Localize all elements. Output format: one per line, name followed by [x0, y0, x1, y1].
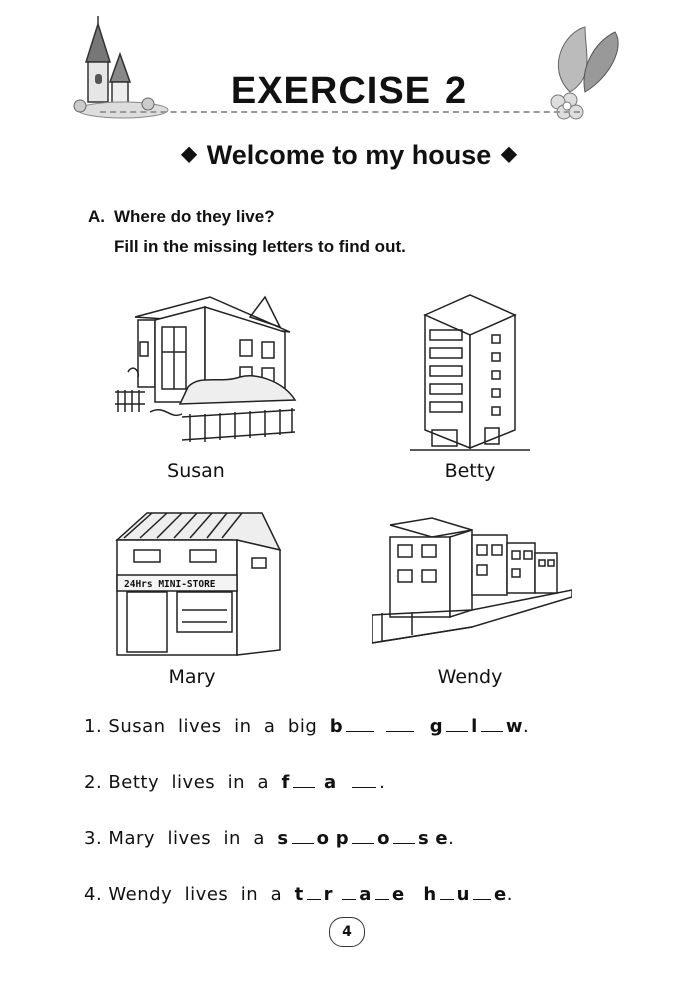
shophouse-picture	[112, 510, 287, 660]
question-period: .	[379, 772, 386, 793]
title-divider	[100, 111, 580, 113]
letter-blank[interactable]	[346, 730, 374, 732]
instruction-line-1: Where do they live?	[114, 207, 275, 226]
given-letter: g	[429, 716, 444, 737]
letter-blank[interactable]	[342, 898, 356, 900]
question-text: Wendy lives in a	[108, 884, 283, 905]
question-3	[84, 828, 454, 849]
question-number: 4.	[84, 884, 103, 905]
letter-blank[interactable]	[440, 898, 454, 900]
question-text: Betty lives in a	[108, 772, 269, 793]
letter-blank[interactable]	[386, 730, 414, 732]
letter-blank[interactable]	[292, 842, 314, 844]
terrace-house-picture	[372, 515, 572, 655]
given-letter: p	[335, 828, 350, 849]
given-letter: t	[294, 884, 304, 905]
flat-picture	[410, 290, 530, 455]
given-letter: h	[423, 884, 437, 905]
given-letter: f	[281, 772, 290, 793]
page-subtitle	[0, 140, 698, 171]
subtitle-text: Welcome to my house	[206, 140, 492, 170]
letter-blank[interactable]	[352, 786, 376, 788]
letter-blank[interactable]	[375, 898, 389, 900]
given-letter: w	[505, 716, 523, 737]
given-letter: o	[316, 828, 330, 849]
letter-blank[interactable]	[393, 842, 415, 844]
bungalow-picture	[110, 292, 305, 452]
question-number: 3.	[84, 828, 103, 849]
given-letter: o	[377, 828, 390, 849]
given-letter: e	[494, 884, 507, 905]
given-letter: s	[277, 828, 289, 849]
question-1	[84, 716, 529, 737]
exercise-number: 2	[445, 70, 468, 112]
label-susan: Susan	[167, 460, 225, 482]
letter-blank[interactable]	[473, 898, 491, 900]
exercise-title	[0, 70, 698, 113]
question-number: 2.	[84, 772, 103, 793]
question-2	[84, 772, 385, 793]
given-letter: r	[323, 884, 334, 905]
letter-blank[interactable]	[446, 730, 468, 732]
question-period: .	[506, 884, 513, 905]
store-sign-text: 24Hrs MINI-STORE	[124, 579, 216, 590]
letter-blank[interactable]	[481, 730, 503, 732]
question-text: Susan lives in a big	[108, 716, 318, 737]
letter-blank[interactable]	[352, 842, 374, 844]
given-letter: e	[391, 884, 405, 905]
section-instructions	[88, 202, 406, 262]
exercise-word: EXERCISE	[230, 70, 432, 112]
diamond-icon: ◆	[501, 143, 517, 166]
question-4	[84, 884, 513, 905]
page-number: 4	[329, 917, 365, 947]
question-number: 1.	[84, 716, 103, 737]
given-letter: l	[471, 716, 478, 737]
question-text: Mary lives in a	[108, 828, 265, 849]
letter-blank[interactable]	[293, 786, 315, 788]
given-letter: s	[417, 828, 430, 849]
label-betty: Betty	[444, 460, 496, 482]
given-letter: u	[456, 884, 470, 905]
label-wendy: Wendy	[437, 666, 503, 688]
given-letter: a	[324, 772, 337, 793]
given-letter: e	[435, 828, 449, 849]
section-label: A.	[88, 207, 105, 226]
given-letter: a	[359, 884, 372, 905]
question-period: .	[522, 716, 530, 737]
label-mary: Mary	[168, 666, 216, 688]
question-period: .	[448, 828, 455, 849]
diamond-icon: ◆	[181, 143, 197, 166]
given-letter: b	[329, 716, 344, 737]
letter-blank[interactable]	[307, 898, 321, 900]
instruction-line-2: Fill in the missing letters to find out.	[114, 237, 406, 256]
